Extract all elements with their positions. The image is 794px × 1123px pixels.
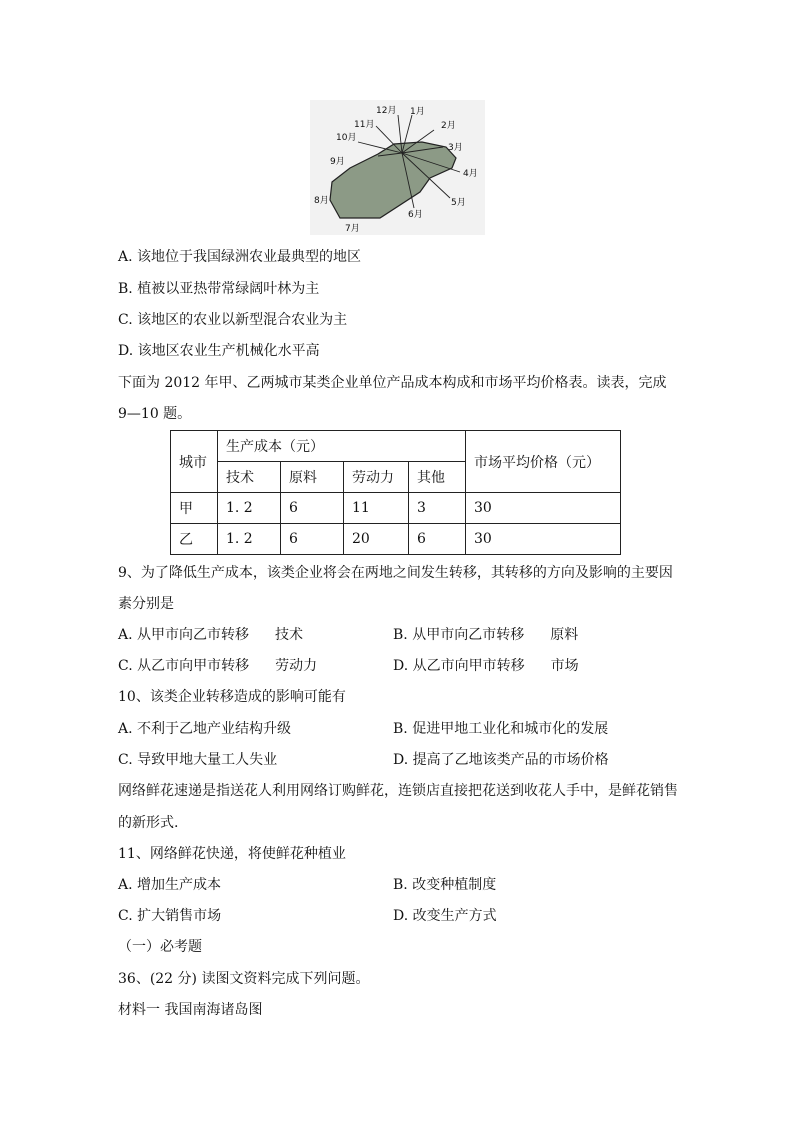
- q11-option-a: A. 增加生产成本: [118, 877, 222, 893]
- cost-price-table: [170, 430, 621, 555]
- wind-rose-figure: [310, 100, 485, 235]
- q8-option-d: D. 该地区农业生产机械化水平高: [118, 343, 320, 359]
- q9-option-d-factor: 市场: [550, 658, 579, 674]
- q9-option-c-direction: C. 从乙市向甲市转移: [118, 658, 250, 674]
- intro-9-10-line1: 下面为 2012 年甲、乙两城市某类企业单位产品成本构成和市场平均价格表。读表，完成: [118, 375, 667, 391]
- q9-stem-line2: 素分别是: [118, 596, 174, 612]
- intro-9-10-line2: 9—10 题。: [118, 406, 192, 422]
- month-label: 4月: [463, 169, 478, 179]
- q9-option-a-factor: 技术: [275, 627, 304, 643]
- month-label: 3月: [448, 143, 463, 153]
- table-row: [171, 493, 621, 524]
- table-subheader: 技术: [218, 462, 281, 493]
- q9-option-c-factor: 劳动力: [275, 658, 318, 674]
- q9-option-b: [393, 625, 578, 645]
- q9-option-b-direction: B. 从甲市向乙市转移: [393, 627, 525, 643]
- table-cell: 1. 2: [218, 493, 281, 524]
- q11-option-c: C. 扩大销售市场: [118, 908, 222, 924]
- table-cell: 3: [409, 493, 466, 524]
- q8-option-c: C. 该地区的农业以新型混合农业为主: [118, 312, 348, 328]
- q11-option-b: B. 改变种植制度: [393, 877, 497, 893]
- month-label: 7月: [345, 224, 360, 234]
- table-cell: 20: [344, 524, 409, 555]
- q10-option-c: C. 导致甲地大量工人失业: [118, 752, 278, 768]
- month-label: 8月: [314, 196, 329, 206]
- month-label: 11月: [354, 120, 375, 130]
- table-cell: 11: [344, 493, 409, 524]
- q9-option-d: [393, 656, 579, 676]
- q8-option-b: B. 植被以亚热带常绿阔叶林为主: [118, 281, 320, 297]
- q8-option-a: A. 该地位于我国绿洲农业最典型的地区: [118, 249, 362, 265]
- q9-option-a-direction: A. 从甲市向乙市转移: [118, 627, 250, 643]
- month-label: 9月: [330, 157, 345, 167]
- table-cell: 6: [281, 524, 344, 555]
- q11-option-d: D. 改变生产方式: [393, 908, 497, 924]
- q10-option-d: D. 提高了乙地该类产品的市场价格: [393, 752, 609, 768]
- q10-option-a: A. 不利于乙地产业结构升级: [118, 721, 292, 737]
- q9-stem-line1: 9、为了降低生产成本，该类企业将会在两地之间发生转移，其转移的方向及影响的主要因: [118, 565, 673, 581]
- q10-stem: 10、该类企业转移造成的影响可能有: [118, 689, 346, 705]
- q36-stem: 36、(22 分) 读图文资料完成下列问题。: [118, 971, 370, 987]
- q9-option-b-factor: 原料: [550, 627, 579, 643]
- month-label: 12月: [376, 106, 397, 116]
- q11-stem: 11、网络鲜花快递，将使鲜花种植业: [118, 846, 346, 862]
- month-label: 1月: [410, 107, 425, 117]
- table-subheader: 劳动力: [344, 462, 409, 493]
- q9-option-c: [118, 656, 317, 676]
- table-cell: 6: [281, 493, 344, 524]
- month-label: 2月: [441, 121, 456, 131]
- table-header-city: 城市: [171, 431, 218, 493]
- table-cell: 1. 2: [218, 524, 281, 555]
- table-header-cost: 生产成本（元）: [218, 431, 466, 462]
- intro-11-line2: 的新形式.: [118, 815, 179, 831]
- intro-11-line1: 网络鲜花速递是指送花人利用网络订购鲜花，连锁店直接把花送到收花人手中，是鲜花销售: [118, 783, 678, 799]
- table-cell: 30: [466, 524, 621, 555]
- q10-option-b: B. 促进甲地工业化和城市化的发展: [393, 721, 609, 737]
- month-label: 6月: [408, 210, 423, 220]
- table-subheader: 原料: [281, 462, 344, 493]
- q36-material-title: 材料一 我国南海诸岛图: [118, 1002, 263, 1018]
- table-cell: 甲: [171, 493, 218, 524]
- table-subheader: 其他: [409, 462, 466, 493]
- section-heading: （一）必考题: [118, 939, 202, 955]
- table-cell: 6: [409, 524, 466, 555]
- q9-option-d-direction: D. 从乙市向甲市转移: [393, 658, 525, 674]
- month-label: 10月: [336, 133, 357, 143]
- table-cell: 乙: [171, 524, 218, 555]
- q9-option-a: [118, 625, 303, 645]
- month-label: 5月: [451, 198, 466, 208]
- table-row: [171, 524, 621, 555]
- table-cell: 30: [466, 493, 621, 524]
- table-header-price: 市场平均价格（元）: [466, 431, 621, 493]
